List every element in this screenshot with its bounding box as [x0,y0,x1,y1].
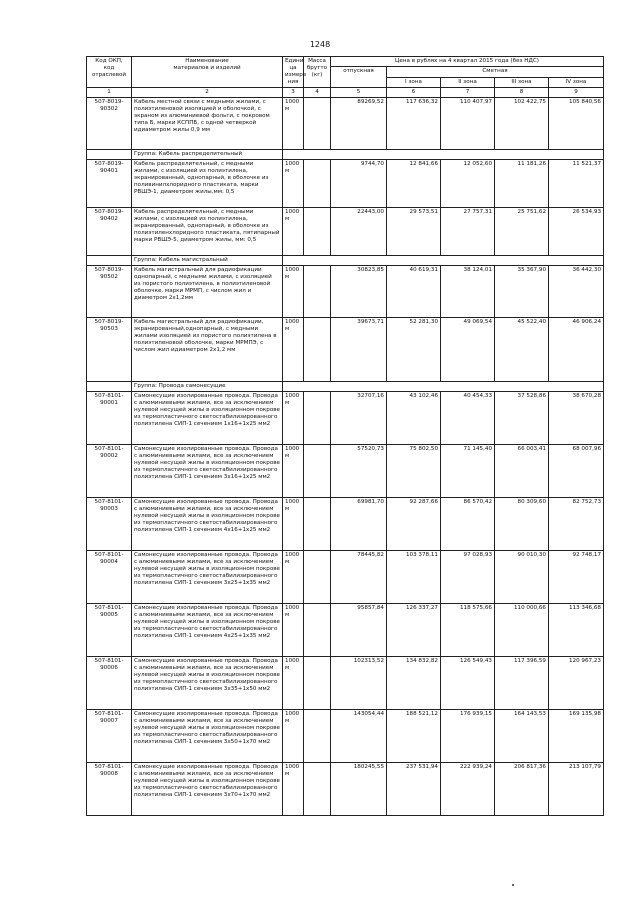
item-name: Самонесущие изолированные провода. Провода с алюминиевыми жилами, все за исключением нулевой несущей жилы в изоляционном покрове из термопластичного светостабилизированного полиэтилена СИП-1 сечением 1х16+1х25 мм2 [132,392,283,445]
item-name: Самонесущие изолированные провода. Провода с алюминиевыми жилами, все за исключением нулевой несущей жилы в изоляционном покрове из термопластичного светостабилизированного полиэтилена СИП-1 сечением 3х25+1х35 мм2 [132,551,283,604]
page-number: 1248 [309,40,331,49]
zone-2-price: 40 454,33 [441,392,495,445]
release-price: 9744,70 [331,160,387,208]
item-name: Самонесущие изолированные провода. Провода с алюминиевыми жилами, все за исключением нулевой несущей жилы в изоляционном покрове из термопластичного светостабилизированного полиэтилена СИП-1 сечением 3х50+1х70 мм2 [132,710,283,763]
header-row [87,57,604,67]
item-unit: 1000 м [283,392,304,445]
zone-3-price: 206 817,36 [495,763,549,816]
item-mass [304,551,331,604]
zone-1-price: 103 378,11 [387,551,441,604]
group-empty-cell [283,150,604,160]
item-code: 507-8019- 90503 [87,318,132,382]
item-unit: 1000 м [283,318,304,382]
zone-4-price: 11 521,37 [549,160,604,208]
zone-2-price: 86 570,42 [441,498,495,551]
item-unit: 1000 м [283,710,304,763]
group-row [87,150,604,160]
price-table [86,56,604,816]
release-price: 39673,71 [331,318,387,382]
zone-4-price: 120 967,23 [549,657,604,710]
zone-3-price: 45 522,40 [495,318,549,382]
header-unit: Едини ца измере ния [283,57,304,88]
item-code: 507-8019- 90302 [87,98,132,150]
item-name: Самонесущие изолированные провода. Провода с алюминиевыми жилами, все за исключением нулевой несущей жилы в изоляционном покрове из термопластичного светостабилизированного полиэтилена СИП-1 сечением 3х70+1х70 мм2 [132,763,283,816]
zone-3-price: 117 396,59 [495,657,549,710]
column-number-row [87,88,604,98]
table-row [87,604,604,657]
zone-1-price: 40 619,31 [387,266,441,318]
zone-4-price: 46 906,24 [549,318,604,382]
header-zone-2: II зона [441,78,495,88]
zone-2-price: 222 939,24 [441,763,495,816]
zone-4-price: 82 752,73 [549,498,604,551]
group-code-cell [87,382,132,392]
zone-1-price: 92 287,66 [387,498,441,551]
release-price: 102313,52 [331,657,387,710]
table-row [87,498,604,551]
table-row [87,710,604,763]
item-unit: 1000 м [283,551,304,604]
table-row [87,763,604,816]
col-num: 5 [331,88,387,98]
header-price-title: Цена в рублях на 4 квартал 2015 года (без НДС) [331,57,604,67]
zone-1-price: 237 531,94 [387,763,441,816]
zone-2-price: 110 407,97 [441,98,495,150]
header-zone-1: I зона [387,78,441,88]
item-unit: 1000 м [283,445,304,498]
group-title: Группа: Провода самонесущие [132,382,283,392]
zone-2-price: 176 939,15 [441,710,495,763]
zone-3-price: 35 367,90 [495,266,549,318]
table-row [87,445,604,498]
zone-1-price: 29 573,51 [387,208,441,256]
zone-1-price: 12 841,66 [387,160,441,208]
item-code: 507-8019- 90502 [87,266,132,318]
item-mass [304,657,331,710]
group-title: Группа: Кабель распределительный [132,150,283,160]
item-mass [304,318,331,382]
item-mass [304,98,331,150]
item-name: Кабель магистральный для радиофикации однопарный, с медными жилами, с изоляцией из пористого полиэтилена, в полиэтиленовой оболочке, марки МРМП, с числом жил и диаметром 2х1,2мм [132,266,283,318]
col-num: 4 [304,88,331,98]
group-empty-cell [283,382,604,392]
item-mass [304,763,331,816]
zone-4-price: 38 670,28 [549,392,604,445]
table-row [87,392,604,445]
zone-3-price: 80 309,60 [495,498,549,551]
zone-2-price: 38 124,01 [441,266,495,318]
table-row [87,98,604,150]
release-price: 89269,52 [331,98,387,150]
zone-2-price: 27 757,31 [441,208,495,256]
item-code: 507-8101- 90006 [87,657,132,710]
header-zone-4: IV зона [549,78,604,88]
table-row [87,266,604,318]
release-price: 180245,55 [331,763,387,816]
item-code: 507-8101- 90002 [87,445,132,498]
zone-2-price: 49 069,54 [441,318,495,382]
zone-4-price: 68 007,96 [549,445,604,498]
col-num: 6 [387,88,441,98]
zone-3-price: 102 422,75 [495,98,549,150]
item-name: Кабель распределительный, с медными жилами, с изоляцией из полиэтилена, экранированный, однопарный, в оболочке из полиэтиленхлоридного пластиката, пятипарный марки РВШЭ-5, диаметром жилы, мм: 0,5 [132,208,283,256]
release-price: 143054,44 [331,710,387,763]
release-price: 32707,16 [331,392,387,445]
zone-3-price: 37 528,86 [495,392,549,445]
item-code: 507-8019- 90401 [87,160,132,208]
table-row [87,318,604,382]
item-unit: 1000 м [283,604,304,657]
item-unit: 1000 м [283,266,304,318]
header-estimate: Сметная [387,67,604,78]
col-num: 1 [87,88,132,98]
header-zone-3: III зона [495,78,549,88]
table-row [87,551,604,604]
item-name: Самонесущие изолированные провода. Провода с алюминиевыми жилами, все за исключением нулевой несущей жилы в изоляционном покрове из термопластичного светостабилизированного полиэтилена СИП-1 сечением 3х16+1х25 мм2 [132,445,283,498]
zone-2-price: 118 575,66 [441,604,495,657]
zone-3-price: 66 003,41 [495,445,549,498]
item-unit: 1000 м [283,657,304,710]
zone-3-price: 25 751,62 [495,208,549,256]
item-code: 507-8101- 90001 [87,392,132,445]
group-title: Группа: Кабель магистральный [132,256,283,266]
header-mass: Масса брутто (кг) [304,57,331,88]
item-code: 507-8101- 90007 [87,710,132,763]
zone-1-price: 126 337,27 [387,604,441,657]
group-code-cell [87,150,132,160]
header-name: Наименование материалов и изделий [132,57,283,88]
release-price: 30823,85 [331,266,387,318]
header-code: Код ОКП, код отраслевой [87,57,132,88]
item-mass [304,392,331,445]
group-empty-cell [283,256,604,266]
item-name: Самонесущие изолированные провода. Провода с алюминиевыми жилами, все за исключением нулевой несущей жилы в изоляционном покрове из термопластичного светостабилизированного полиэтилена СИП-1 сечением 4х25+1х35 мм2 [132,604,283,657]
col-num: 7 [441,88,495,98]
item-mass [304,208,331,256]
col-num: 8 [495,88,549,98]
item-unit: 1000 м [283,498,304,551]
group-row [87,256,604,266]
item-name: Кабель распределительный, с медными жилами, с изоляцией из полиэтилена, экранированный, однопарный, в оболочке из поливинилхлоридного пластиката, марки РВШЭ-1, диаметром жилы,мм: 0,5 [132,160,283,208]
group-code-cell [87,256,132,266]
item-unit: 1000 м [283,98,304,150]
item-name: Самонесущие изолированные провода. Провода с алюминиевыми жилами, все за исключением нулевой несущей жилы в изоляционном покрове из термопластичного светостабилизированного полиэтилена СИП-1 сечением 3х35+1х50 мм2 [132,657,283,710]
zone-2-price: 71 145,40 [441,445,495,498]
col-num: 9 [549,88,604,98]
table-row [87,208,604,256]
col-num: 3 [283,88,304,98]
item-mass [304,710,331,763]
zone-4-price: 92 748,17 [549,551,604,604]
zone-2-price: 97 028,93 [441,551,495,604]
table-row [87,160,604,208]
zone-1-price: 188 521,12 [387,710,441,763]
item-code: 507-8101- 90008 [87,763,132,816]
zone-3-price: 90 010,30 [495,551,549,604]
release-price: 22443,00 [331,208,387,256]
item-code: 507-8101- 90003 [87,498,132,551]
zone-1-price: 52 281,30 [387,318,441,382]
zone-4-price: 169 135,98 [549,710,604,763]
zone-1-price: 134 832,82 [387,657,441,710]
col-num: 2 [132,88,283,98]
zone-4-price: 26 534,93 [549,208,604,256]
item-code: 507-8101- 90004 [87,551,132,604]
group-row [87,382,604,392]
zone-2-price: 12 052,60 [441,160,495,208]
item-code: 507-8019- 90402 [87,208,132,256]
scan-mark [512,884,514,886]
zone-3-price: 11 181,26 [495,160,549,208]
release-price: 78445,82 [331,551,387,604]
item-code: 507-8101- 90005 [87,604,132,657]
header-release: отпускная [331,67,387,88]
item-mass [304,498,331,551]
release-price: 57520,73 [331,445,387,498]
release-price: 69981,70 [331,498,387,551]
item-mass [304,266,331,318]
zone-1-price: 43 102,46 [387,392,441,445]
zone-1-price: 75 802,50 [387,445,441,498]
zone-3-price: 164 143,53 [495,710,549,763]
item-unit: 1000 м [283,208,304,256]
item-name: Самонесущие изолированные провода. Провода с алюминиевыми жилами, все за исключением нулевой несущей жилы в изоляционном покрове из термопластичного светостабилизированного полиэтилена СИП-1 сечением 4х16+1х25 мм2 [132,498,283,551]
zone-4-price: 105 840,56 [549,98,604,150]
zone-3-price: 110 000,66 [495,604,549,657]
item-mass [304,604,331,657]
zone-1-price: 117 636,32 [387,98,441,150]
release-price: 95857,84 [331,604,387,657]
zone-4-price: 213 107,79 [549,763,604,816]
table-row [87,657,604,710]
item-name: Кабель магистральный для радиофикации, экранированный,однопарный, с медными жилами изоляцией из пористого полиэтилена в полиэтиленовой оболочке, марки МРМПЭ, с числом жил идиаметром 2х1,2 мм [132,318,283,382]
zone-4-price: 36 442,30 [549,266,604,318]
zone-2-price: 126 549,43 [441,657,495,710]
item-unit: 1000 м [283,763,304,816]
item-unit: 1000 м [283,160,304,208]
zone-4-price: 113 346,68 [549,604,604,657]
item-mass [304,445,331,498]
item-name: Кабель местной связи с медными жилами, с полиэтиленовой изоляцией и оболочкой, с экраном из алюминиевой фольги, с покровом типа Б, марки КСППБ, с одной четверкой идиаметром жилы 0,9 мм [132,98,283,150]
item-mass [304,160,331,208]
